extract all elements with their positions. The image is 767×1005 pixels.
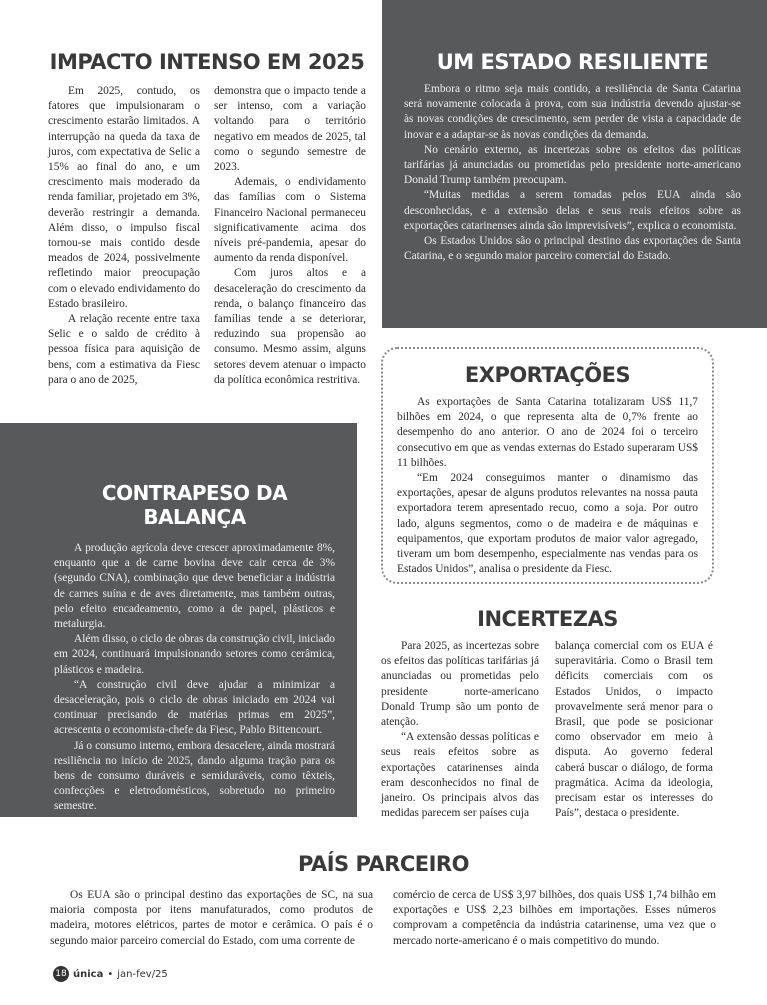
incertezas-paragraph: balança comercial com os EUA é superavitária. Como o Brasil tem déficits comerciais com os Estados Unidos, o impacto provavelmente será menor para o Brasil, que pode se posicionar como observador em meio à disputa. Ao governo federal caberá buscar o diálogo, de forma pragmática. Acima da ideologia, precisam estar os interesses do País”, destaca o presidente. bbox=[555, 640, 713, 820]
incertezas-paragraph: “A extensão dessas políticas e seus reais efeitos sobre as exportações catarinenses ainda eram desconhecidos no final de janeiro. Os principais alvos das medidas parecem ser países cuja bbox=[381, 731, 539, 820]
contrapeso-paragraph: “A construção civil deve ajudar a minimizar a desaceleração, pois o ciclo de obras iniciado em 2024 vai continuar precisando de matérias primas em 2025”, acrescenta o economista-chefe da Fiesc, Pablo Bittencourt. bbox=[54, 678, 335, 737]
section-incertezas bbox=[381, 607, 714, 821]
contrapeso-paragraph: A produção agrícola deve crescer aproximadamente 8%, enquanto que a de carne bovina deve cair cerca de 3% (segundo CNA), combinação que deve beneficiar a indústria de carnes suína e de aves diretamente, mas também outras, pelo efeito encadeamento, como a de papel, plásticos e metalurgia. bbox=[54, 542, 335, 631]
parceiro-title: PAÍS PARCEIRO bbox=[298, 852, 469, 876]
magazine-name: única bbox=[73, 968, 104, 980]
section-contrapeso bbox=[0, 423, 357, 817]
incertezas-title: INCERTEZAS bbox=[477, 607, 618, 631]
section-parceiro bbox=[50, 852, 717, 949]
resiliente-paragraph: No cenário externo, as incertezas sobre os efeitos das políticas tarifárias já anunciadas ou prometidas pelo presidente norte-americano Donald Trump também preocupam. bbox=[404, 143, 741, 187]
impacto-paragraph: demonstra que o impacto tende a ser intenso, com a variação voltando para o território negativo em meados de 2025, tal como o segundo semestre de 2023. bbox=[214, 85, 366, 174]
page-number: 18 bbox=[53, 966, 69, 982]
parceiro-col-2 bbox=[393, 888, 716, 949]
parceiro-col-1 bbox=[50, 888, 373, 949]
exportacoes-paragraph: As exportações de Santa Catarina totalizaram US$ 11,7 bilhões em 2024, o que representa alta de 0,7% frente ao desempenho do ano anterior. O ano de 2024 foi o terceiro consecutivo em que as vendas externas do Estado superaram US$ 11 bilhões. bbox=[397, 396, 698, 469]
contrapeso-title: CONTRAPESO DA BALANÇA bbox=[101, 481, 288, 529]
page-footer bbox=[53, 966, 168, 982]
impacto-paragraph: Com juros altos e a desaceleração do crescimento da renda, o balanço financeiro das famílias tende a se deteriorar, reduzindo sua propensão ao consumo. Mesmo assim, alguns setores devem atenuar o impacto da política econômica restritiva. bbox=[214, 267, 366, 386]
exportacoes-paragraph: “Em 2024 conseguimos manter o dinamismo das exportações, apesar de alguns produtos relevantes na nossa pauta exportadora terem apresentado recuo, como a soja. Por outro lado, alguns segmentos, como o de madeira e de máquinas e equipamentos, que exportam produtos de maior valor agregado, tiveram um bom desempenho, especialmente nas vendas para os Estados Unidos”, analisa o presidente da Fiesc. bbox=[397, 472, 698, 576]
issue-date: jan-fev/25 bbox=[117, 968, 168, 980]
incertezas-col-1 bbox=[381, 639, 539, 821]
impacto-title: IMPACTO INTENSO EM 2025 bbox=[49, 50, 365, 74]
incertezas-paragraph: Para 2025, as incertezas sobre os efeitos das políticas tarifárias já anunciadas ou prometidas pelo presidente norte-americano Donald Trump são um ponto de atenção. bbox=[381, 640, 539, 729]
contrapeso-paragraph: Além disso, o ciclo de obras da construção civil, iniciado em 2024, continuará impulsionando setores como cerâmica, plásticos e madeira. bbox=[54, 633, 335, 676]
incertezas-col-2 bbox=[555, 639, 713, 821]
resiliente-paragraph: Embora o ritmo seja mais contido, a resiliência de Santa Catarina será novamente colocada à prova, com sua indústria devendo ajustar-se às novas condições de crescimento, sem perder de vista a capacidade de inovar e a adaptar-se às novas condições da demanda. bbox=[404, 83, 741, 141]
exportacoes-title: EXPORTAÇÕES bbox=[464, 363, 631, 387]
impacto-col-2 bbox=[214, 84, 366, 388]
impacto-paragraph: Ademais, o endividamento das famílias com o Sistema Financeiro Nacional permaneceu significativamente acima dos níveis pré-pandemia, apesar do aumento da renda disponível. bbox=[214, 176, 366, 265]
section-impacto bbox=[48, 50, 366, 388]
incertezas-columns bbox=[381, 639, 714, 821]
footer-separator: • bbox=[107, 968, 114, 980]
resiliente-paragraph: “Muitas medidas a serem tomadas pelos EUA ainda são desconhecidas, e a extensão delas e seus reais efeitos sobre as exportações catarinenses ainda são imprevisíveis”, explica o economista. bbox=[404, 189, 741, 232]
exportacoes-body bbox=[397, 395, 698, 577]
contrapeso-body bbox=[54, 541, 335, 815]
impacto-columns bbox=[48, 84, 366, 388]
resiliente-paragraph: Os Estados Unidos são o principal destino das exportações de Santa Catarina, e o segundo maior parceiro comercial do Estado. bbox=[404, 235, 741, 263]
impacto-paragraph: A relação recente entre taxa Selic e o saldo de crédito à pessoa física para aquisição de bens, com a estimativa da Fiesc para o ano de 2025, bbox=[48, 313, 200, 386]
section-exportacoes bbox=[381, 347, 714, 584]
resiliente-title: UM ESTADO RESILIENTE bbox=[436, 50, 709, 74]
impacto-col-1 bbox=[48, 84, 200, 388]
section-resiliente bbox=[382, 0, 767, 328]
parceiro-paragraph: Os EUA são o principal destino das exportações de SC, na sua maioria composta por itens manufaturados, como produtos de madeira, motores elétricos, partes de motor e cerâmica. O país é o segundo maior parceiro comercial do Estado, com uma corrente de bbox=[50, 889, 373, 947]
contrapeso-paragraph: Já o consumo interno, embora desacelere, ainda mostrará resiliência no início de 2025, dando alguma tração para os bens de consumo duráveis e semiduráveis, como têxteis, confecções e eletrodomésticos, sobretudo no primeiro semestre. bbox=[54, 739, 335, 813]
parceiro-columns bbox=[50, 888, 717, 949]
impacto-paragraph: Em 2025, contudo, os fatores que impulsionaram o crescimento estarão limitados. A interrupção na queda da taxa de juros, com expectativa de Selic a 15% ao final do ano, e um crescimento mais moderado da renda familiar, projetado em 3%, deverão restringir a demanda. Além disso, o impulso fiscal tornou-se mais contido desde meados de 2024, possivelmente refletindo maior preocupação com o elevado endividamento do Estado brasileiro. bbox=[48, 85, 200, 310]
parceiro-paragraph: comércio de cerca de US$ 3,97 bilhões, dos quais US$ 1,74 bilhão em exportações e US$ 2,23 bilhões em importações. Esses números comprovam a competência da indústria catarinense, uma vez que o mercado norte-americano é o mais competitivo do mundo. bbox=[393, 889, 716, 947]
resiliente-body bbox=[404, 82, 741, 264]
